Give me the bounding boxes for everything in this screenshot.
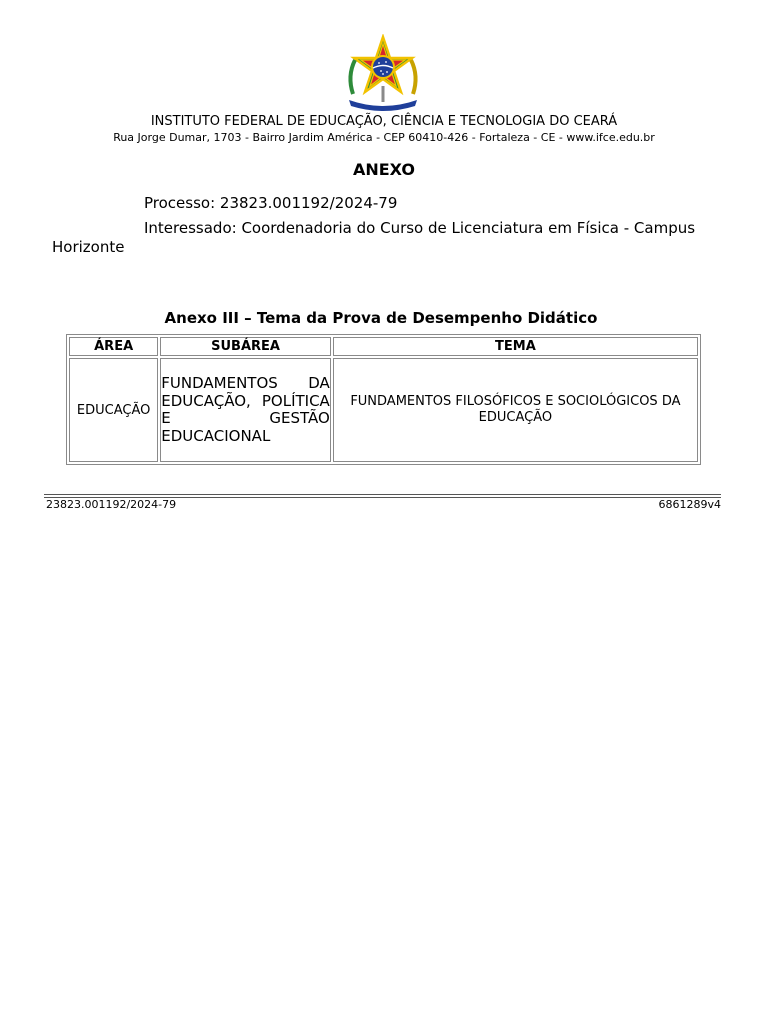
column-header-subarea: SUBÁREA — [160, 337, 331, 356]
footer-document-version: 6861289v4 — [658, 498, 721, 511]
document-title: ANEXO — [352, 160, 416, 179]
brazil-coat-of-arms-icon — [343, 34, 423, 112]
processo-line: Processo: 23823.001192/2024-79 — [144, 194, 398, 212]
column-header-tema: TEMA — [333, 337, 698, 356]
cell-tema: FUNDAMENTOS FILOSÓFICOS E SOCIOLÓGICOS DA EDUCAÇÃO — [333, 358, 698, 462]
cell-subarea: FUNDAMENTOS DA EDUCAÇÃO, POLÍTICA E GESTÃO EDUCACIONAL — [160, 358, 331, 462]
table-title: Anexo III – Tema da Prova de Desempenho Didático — [164, 309, 598, 327]
column-header-area: ÁREA — [69, 337, 158, 356]
table-header-row — [69, 337, 698, 356]
institution-name: INSTITUTO FEDERAL DE EDUCAÇÃO, CIÊNCIA E TECNOLOGIA DO CEARÁ — [150, 114, 618, 129]
interessado-line: Interessado: Coordenadoria do Curso de Licenciatura em Física - Campus — [144, 219, 696, 237]
footer-process-number: 23823.001192/2024-79 — [46, 498, 177, 511]
institution-address: Rua Jorge Dumar, 1703 - Bairro Jardim América - CEP 60410-426 - Fortaleza - CE - www.ifce.edu.br — [113, 131, 655, 144]
interessado-line-continuation: Horizonte — [52, 238, 125, 256]
table-row — [69, 358, 698, 462]
anexo-table — [66, 334, 701, 465]
cell-area: EDUCAÇÃO — [69, 358, 158, 462]
